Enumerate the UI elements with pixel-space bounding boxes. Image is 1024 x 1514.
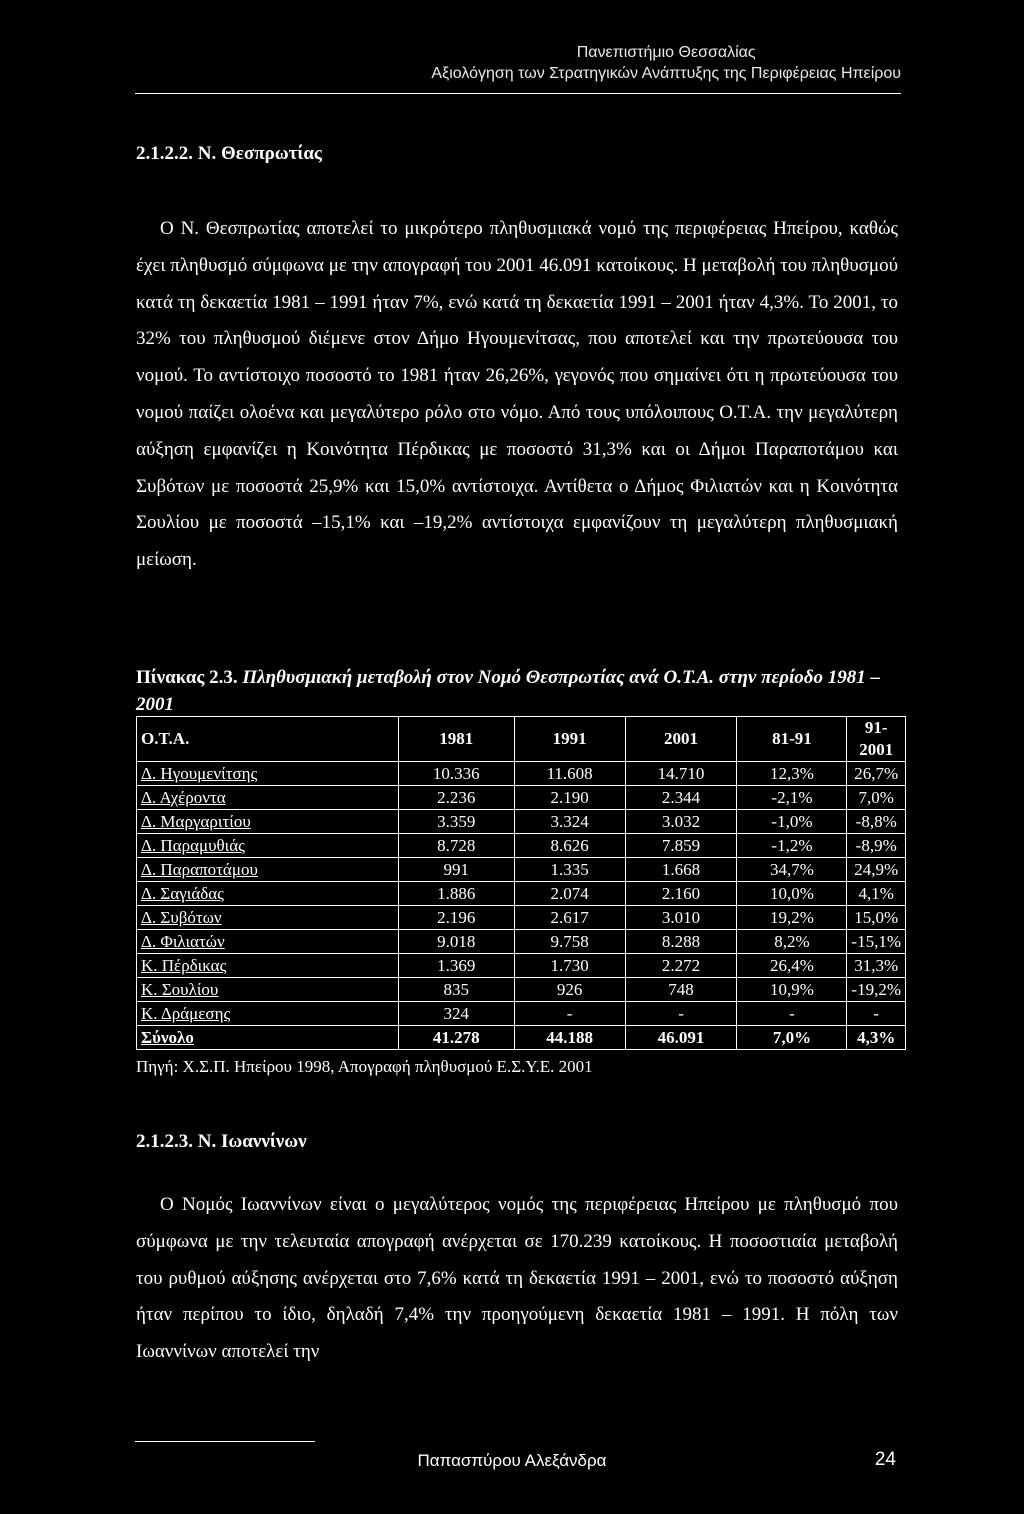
page-number: 24	[874, 1449, 896, 1470]
header-ota: Ο.Τ.Α.	[137, 717, 399, 762]
value-cell: 3.359	[398, 810, 514, 834]
value-cell: 44.188	[514, 1026, 625, 1050]
page-header	[431, 42, 901, 84]
header-rule	[135, 93, 901, 94]
population-table	[136, 716, 906, 1050]
table-row	[137, 1002, 906, 1026]
table-row	[137, 978, 906, 1002]
value-cell: 34,7%	[737, 858, 847, 882]
ota-name-cell: Δ. Παραμυθιάς	[137, 834, 399, 858]
value-cell: 1.668	[625, 858, 737, 882]
table-caption	[136, 664, 898, 718]
footer-rule	[135, 1441, 315, 1442]
value-cell: 7.859	[625, 834, 737, 858]
table-row	[137, 954, 906, 978]
value-cell: 12,3%	[737, 762, 847, 786]
header-university: Πανεπιστήμιο Θεσσαλίας	[576, 44, 756, 61]
section-heading-thesprotia: 2.1.2.2. Ν. Θεσπρωτίας	[136, 143, 322, 164]
value-cell: 26,4%	[737, 954, 847, 978]
paragraph-thesprotia: Ο Ν. Θεσπρωτίας αποτελεί το μικρότερο πληθυσμιακά νομό της περιφέρειας Ηπείρου, καθώς έχει πληθυσμό σύμφωνα με την απογραφή του 2001 46.091 κατοίκους. Η μεταβολή του πληθυσμού κατά τη δεκαετία 1981 – 1991 ήταν 7%, ενώ κατά τη δεκαετία 1991 – 2001 ήταν 4,3%. Το 2001, το 32% του πληθυσμού διέμενε στον Δήμο Ηγουμενίτσας, που αποτελεί και την πρωτεύουσα του νομού. Το αντίστοιχο ποσοστό το 1981 ήταν 26,26%, γεγονός που σημαίνει ότι η πρωτεύουσα του νομού παίζει ολοένα και μεγαλύτερο ρόλο στο νόμο. Από τους υπόλοιπους Ο.Τ.Α. την μεγαλύτερη αύξηση εμφανίζει η Κοινότητα Πέρδικας με ποσοστό 31,3% και οι Δήμοι Παραποτάμου και Συβότων με ποσοστά 25,9% και 15,0% αντίστοιχα. Αντίθετα ο Δήμος Φιλιατών και η Κοινότητα Σουλίου με ποσοστά –15,1% και –19,2% αντίστοιχα εμφανίζουν τη μεγαλύτερη πληθυσμιακή μείωση.	[136, 218, 898, 571]
value-cell: 3.010	[625, 906, 737, 930]
value-cell: -2,1%	[737, 786, 847, 810]
value-cell: 11.608	[514, 762, 625, 786]
ota-name-cell: Δ. Συβότων	[137, 906, 399, 930]
ota-name-cell: Δ. Σαγιάδας	[137, 882, 399, 906]
paragraph-ioannina: Ο Νομός Ιωαννίνων είναι ο μεγαλύτερος νομός της περιφέρειας Ηπείρου με πληθυσμό που σύμφωνα με την τελευταία απογραφή ανέρχεται σε 170.239 κατοίκους. Η ποσοστιαία μεταβολή του ρυθμού αύξησης ανέρχεται στο 7,6% κατά τη δεκαετία 1991 – 2001, ενώ το ποσοστό αύξηση ήταν περίπου το ίδιο, δηλαδή 7,4% την προηγούμενη δεκαετία 1981 – 1991. Η πόλη των Ιωαννίνων αποτελεί την	[136, 1194, 898, 1363]
value-cell: 10,9%	[737, 978, 847, 1002]
header-title: Αξιολόγηση των Στρατηγικών Ανάπτυξης της Περιφέρειας Ηπείρου	[431, 65, 901, 82]
ota-name-cell: Δ. Αχέροντα	[137, 786, 399, 810]
value-cell: -19,2%	[847, 978, 906, 1002]
table-row	[137, 786, 906, 810]
value-cell: -	[514, 1002, 625, 1026]
table-caption-title: Πληθυσμιακή μεταβολή στον Νομό Θεσπρωτίας ανά Ο.Τ.Α. στην περίοδο 1981 – 2001	[136, 667, 881, 715]
value-cell: 8.288	[625, 930, 737, 954]
section-heading-ioannina: 2.1.2.3. Ν. Ιωαννίνων	[136, 1131, 307, 1152]
table-row	[137, 810, 906, 834]
table-source: Πηγή: Χ.Σ.Π. Ηπείρου 1998, Απογραφή πληθυσμού Ε.Σ.Υ.Ε. 2001	[136, 1057, 593, 1076]
table-total-row	[137, 1026, 906, 1050]
value-cell: 7,0%	[737, 1026, 847, 1050]
value-cell: 24,9%	[847, 858, 906, 882]
value-cell: 1.369	[398, 954, 514, 978]
value-cell: 8,2%	[737, 930, 847, 954]
value-cell: -	[737, 1002, 847, 1026]
value-cell: -	[847, 1002, 906, 1026]
ota-name-cell: Δ. Μαργαριτίου	[137, 810, 399, 834]
value-cell: 991	[398, 858, 514, 882]
value-cell: 41.278	[398, 1026, 514, 1050]
value-cell: 2.344	[625, 786, 737, 810]
value-cell: -15,1%	[847, 930, 906, 954]
header-1981: 1981	[398, 717, 514, 762]
value-cell: 2.196	[398, 906, 514, 930]
header-91-2001: 91-2001	[847, 717, 906, 762]
value-cell: 3.324	[514, 810, 625, 834]
value-cell: 46.091	[625, 1026, 737, 1050]
value-cell: -8,8%	[847, 810, 906, 834]
value-cell: 15,0%	[847, 906, 906, 930]
ota-name-cell: Κ. Πέρδικας	[137, 954, 399, 978]
table-row	[137, 834, 906, 858]
ota-name-cell: Δ. Φιλιατών	[137, 930, 399, 954]
value-cell: 1.886	[398, 882, 514, 906]
value-cell: 1.730	[514, 954, 625, 978]
value-cell: 748	[625, 978, 737, 1002]
value-cell: 835	[398, 978, 514, 1002]
value-cell: 14.710	[625, 762, 737, 786]
value-cell: -8,9%	[847, 834, 906, 858]
value-cell: 2.236	[398, 786, 514, 810]
value-cell: 31,3%	[847, 954, 906, 978]
value-cell: -1,0%	[737, 810, 847, 834]
value-cell: 9.758	[514, 930, 625, 954]
footer-author: Παπασπύρου Αλεξάνδρα	[417, 1451, 607, 1470]
value-cell: 1.335	[514, 858, 625, 882]
value-cell: 4,3%	[847, 1026, 906, 1050]
ota-name-cell: Κ. Δράμεσης	[137, 1002, 399, 1026]
value-cell: 2.190	[514, 786, 625, 810]
ota-name-cell: Δ. Παραποτάμου	[137, 858, 399, 882]
value-cell: 4,1%	[847, 882, 906, 906]
table-row	[137, 882, 906, 906]
header-81-91: 81-91	[737, 717, 847, 762]
value-cell: 2.272	[625, 954, 737, 978]
value-cell: 2.160	[625, 882, 737, 906]
value-cell: 7,0%	[847, 786, 906, 810]
value-cell: 19,2%	[737, 906, 847, 930]
header-1991: 1991	[514, 717, 625, 762]
value-cell: 2.074	[514, 882, 625, 906]
value-cell: 324	[398, 1002, 514, 1026]
value-cell: 2.617	[514, 906, 625, 930]
value-cell: 8.626	[514, 834, 625, 858]
table-row	[137, 906, 906, 930]
value-cell: 3.032	[625, 810, 737, 834]
table-row	[137, 930, 906, 954]
value-cell: 8.728	[398, 834, 514, 858]
value-cell: 10.336	[398, 762, 514, 786]
value-cell: 9.018	[398, 930, 514, 954]
value-cell: -1,2%	[737, 834, 847, 858]
table-header-row	[137, 717, 906, 762]
value-cell: 926	[514, 978, 625, 1002]
table-row	[137, 762, 906, 786]
table-row	[137, 858, 906, 882]
value-cell: 10,0%	[737, 882, 847, 906]
ota-name-cell: Κ. Σουλίου	[137, 978, 399, 1002]
value-cell: -	[625, 1002, 737, 1026]
ota-name-cell: Σύνολο	[137, 1026, 399, 1050]
ota-name-cell: Δ. Ηγουμενίτσης	[137, 762, 399, 786]
value-cell: 26,7%	[847, 762, 906, 786]
header-2001: 2001	[625, 717, 737, 762]
table-caption-label: Πίνακας 2.3.	[136, 667, 238, 688]
